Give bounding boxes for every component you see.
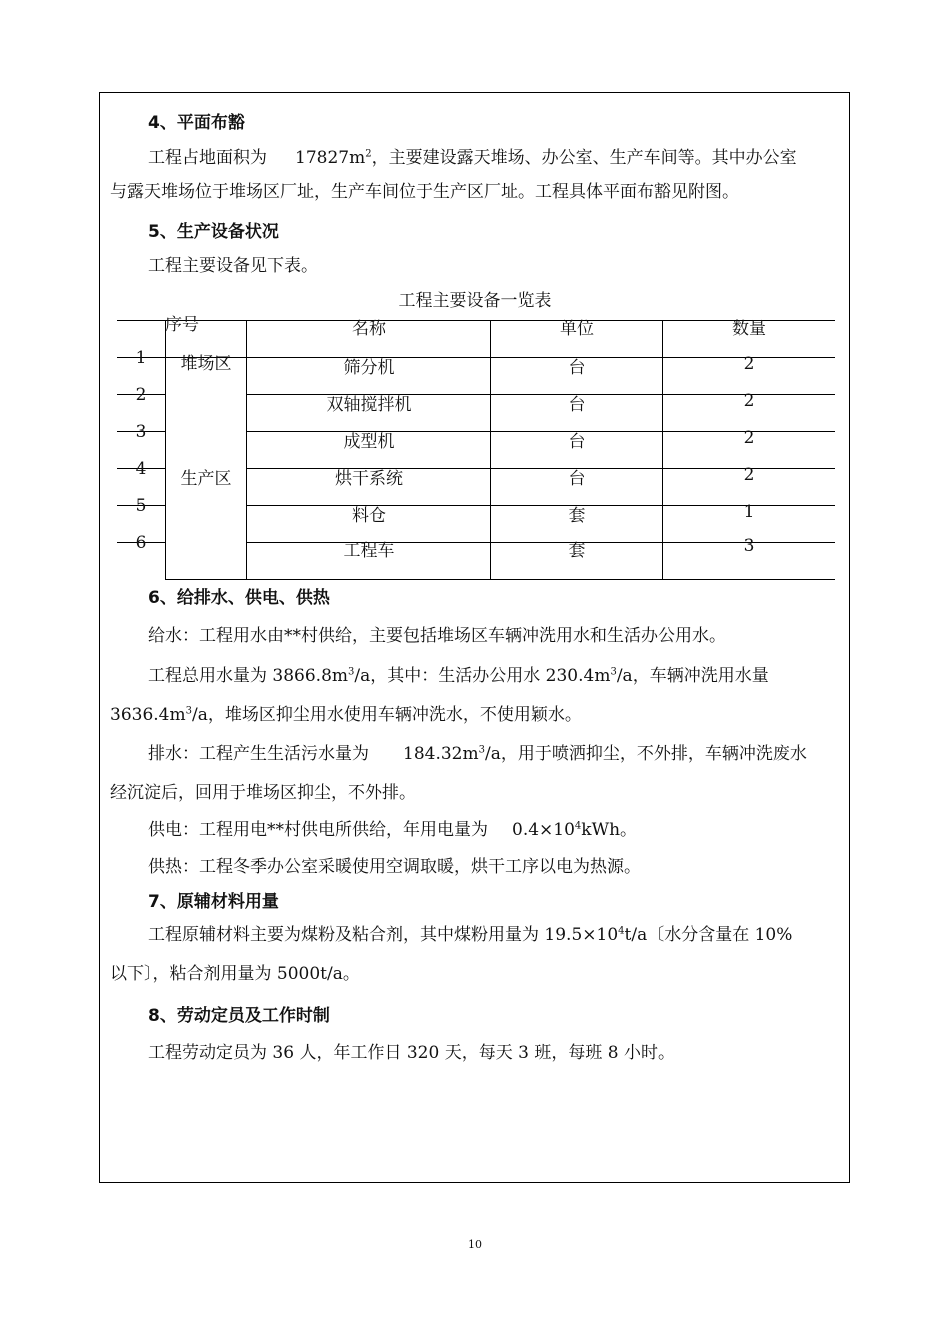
table-cell-qty: 2 [743,465,755,485]
text-span: kWh。 [581,820,638,840]
table-col-divider [490,320,491,579]
water-total-line-1 [148,661,769,686]
water-supply-text: 给水：工程用水由**村供给，主要包括堆场区车辆冲洗用水和生活办公用水。 [148,626,726,646]
superscript: 3 [610,666,617,678]
text-area-value: 17827m [295,148,366,168]
section-5-heading: 5、生产设备状况 [148,222,279,242]
zone-label-stockyard: 堆场区 [180,354,232,374]
text-span: 排水：工程产生生活污水量为 [148,744,369,764]
superscript: 4 [574,820,582,832]
page-number: 10 [468,1238,482,1251]
text-span: 工程总用水量为 3866.8m [148,666,349,686]
table-caption: 工程主要设备一览表 [398,291,552,311]
table-cell-unit: 台 [568,432,586,452]
table-col-divider [662,320,663,579]
table-col-divider [246,320,247,579]
table-header-name: 名称 [352,319,386,339]
table-cell-unit: 台 [568,395,586,415]
text-area-rest: ，主要建设露天堆场、办公室、生产车间等。其中办公室 [371,148,797,168]
section-5-intro: 工程主要设备见下表。 [148,256,318,276]
superscript: 3 [185,705,192,717]
table-cell-no: 1 [135,348,147,368]
power-supply-line [148,815,637,840]
heating-line: 供热：工程冬季办公室采暖使用空调取暖，烘干工序以电为热源。 [148,857,641,877]
text-area-label: 工程占地面积为 [148,148,267,168]
materials-line-1 [148,920,792,945]
text-span: /a，用于喷洒抑尘，不外排，车辆冲洗废水 [484,744,807,764]
table-cell-unit: 台 [568,358,586,378]
table-cell-no: 3 [135,422,147,442]
table-col-divider [165,320,166,579]
table-cell-qty: 2 [743,391,755,411]
text-span: /a，其中：生活办公用水 230.4m [354,666,611,686]
staffing-line: 工程劳动定员为 36 人，年工作日 320 天，每天 3 班，每班 8 小时。 [148,1043,675,1063]
section-4-line-1 [148,143,797,168]
table-cell-no: 6 [135,533,147,553]
table-cell-qty: 2 [743,428,755,448]
section-6-heading: 6、给排水、供电、供热 [148,588,330,608]
table-cell-no: 5 [135,496,147,516]
table-cell-name: 筛分机 [343,358,395,378]
text-span: 184.32m [403,744,479,764]
text-span: 3636.4m [110,705,186,725]
table-header-qty: 数量 [732,319,766,339]
table-cell-no: 2 [135,385,147,405]
table-header-unit: 单位 [560,319,594,339]
table-top-rule [117,320,835,321]
text-span: 工程原辅材料主要为煤粉及粘合剂，其中煤粉用量为 19.5×10 [148,925,619,945]
section-4-heading: 4、平面布豁 [148,113,245,133]
text-span: /a，堆场区抑尘用水使用车辆冲洗水，不使用颖水。 [191,705,582,725]
section-8-heading: 8、劳动定员及工作时制 [148,1006,330,1026]
section-4-line-2: 与露天堆场位于堆场区厂址，生产车间位于生产区厂址。工程具体平面布豁见附图。 [110,182,739,202]
table-cell-name: 料仓 [352,506,386,526]
section-7-heading: 7、原辅材料用量 [148,892,279,912]
drainage-line-1 [148,739,807,764]
text-span: /a，车辆冲洗用水量 [616,666,769,686]
materials-line-2: 以下〕，粘合剂用量为 5000t/a。 [110,964,360,984]
superscript: 3 [348,666,355,678]
table-cell-name: 烘干系统 [335,469,403,489]
table-cell-unit: 套 [568,506,586,526]
zone-label-production: 生产区 [180,469,232,489]
table-cell-name: 工程车 [343,541,395,561]
superscript: 4 [618,925,625,937]
superscript: 3 [478,744,485,756]
text-span: 供电：工程用电**村供电所供给，年用电量为 [148,820,488,840]
table-cell-no: 4 [135,459,147,479]
table-cell-unit: 台 [568,469,586,489]
table-cell-qty: 2 [743,354,755,374]
table-cell-unit: 套 [568,541,586,561]
table-cell-name: 成型机 [343,432,395,452]
superscript: 2 [365,148,372,160]
table-cell-name: 双轴搅拌机 [326,395,412,415]
table-cell-qty: 3 [743,536,755,556]
table-cell-qty: 1 [743,502,755,522]
drainage-line-2: 经沉淀后，回用于堆场区抑尘，不外排。 [110,783,416,803]
text-span: 0.4×10 [512,820,575,840]
text-span: t/a〔水分含量在 10% [624,925,793,945]
table-header-no: 序号 [165,315,199,335]
water-total-line-2 [110,700,582,725]
table-bottom-rule [165,579,835,580]
